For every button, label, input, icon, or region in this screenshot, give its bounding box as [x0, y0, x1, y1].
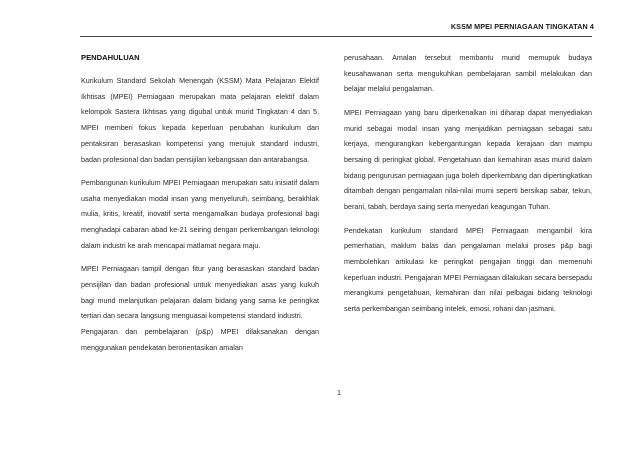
header-divider — [80, 36, 592, 37]
page-number: 1 — [337, 388, 341, 397]
paragraph-features: MPEI Perniagaan tampil dengan fitur yang berasaskan standard badan pensijilan dan badan profesional untuk menyediakan asas yang kukuh bagi murid melanjutkan pelajaran dalam bidang yang sama ke peringkat tertiari dan secara langsung menguasai kompetensi standard industri. — [81, 264, 319, 321]
page-header-title: KSSM MPEI PERNIAGAAN TINGKATAN 4 — [450, 22, 594, 31]
paragraph-intro: Kurikulum Standard Sekolah Menengah (KSSM) Mata Pelajaran Elektif Ikhtisas (MPEI) Perniagaan merupakan mata pelajaran elektif dalam kelompok Sastera Ikhtisas yang digubal untuk murid Tingkatan 4 dan 5. MPEI memberi fokus kepada keperluan perubahan kurikulum dan pentaksiran berasaskan kompetensi yang merujuk standard industri, badan profesional dan badan pensijilan kebangsaan dan antarabangsa. — [81, 76, 319, 164]
paragraph-teaching: Pengajaran dan pembelajaran (p&p) MPEI dilaksanakan dengan menggunakan pendekatan berorientasikan amalan — [81, 327, 319, 352]
paragraph-development: Pembangunan kurikulum MPEI Perniagaan merupakan satu inisiatif dalam usaha menyediakan modal insan yang menyeluruh, seimbang, berakhlak mulia, kritis, kreatif, inovatif serta mengamalkan budaya profesional bagi menghadapi cabaran abad ke-21 seiring dengan perkembangan teknologi dalam industri ke arah mencapai matlamat negara maju. — [81, 178, 319, 250]
paragraph-enterprise: perusahaan. Amalan tersebut membantu murid memupuk budaya keusahawanan serta mengukuhkan pembelajaran sambil melakukan dan belajar melalui pengalaman. — [344, 53, 592, 94]
left-column — [81, 50, 319, 363]
paragraph-approach: Pendekatan kurikulum standard MPEI Perniagaan mengambil kira pemerhatian, maklum balas dan pengalaman melalui proses p&p bagi membolehkan artikulasi ke peringkat pengajian tinggi dan memenuhi keperluan industri. Pengajaran MPEI Perniagaan dilakukan secara bersepadu merangkumi pengetahuan, kemahiran dan nilai pelbagai bidang teknologi serta perkembangan seimbang intelek, emosi, rohani dan jasmani. — [344, 225, 592, 314]
section-heading: PENDAHULUAN — [81, 53, 140, 62]
right-column — [344, 50, 592, 325]
paragraph-goals: MPEI Perniagaan yang baru diperkenalkan ini diharap dapat menyediakan murid sebagai modal insan yang menjadikan perniagaan sebagai satu kerjaya, mengurangkan kebergantungan kepada kerajaan dan mampu bersaing di peringkat global. Pengetahuan dan kemahiran asas murid dalam bidang pengurusan perniagaan juga boleh diperkembang dan dipertingkatkan ditambah dengan pengamalan nilai-nilai murni seperti bersikap sabar, tekun, berani, tabah, berdaya saing serta menyedari keagungan Tuhan. — [344, 107, 592, 212]
